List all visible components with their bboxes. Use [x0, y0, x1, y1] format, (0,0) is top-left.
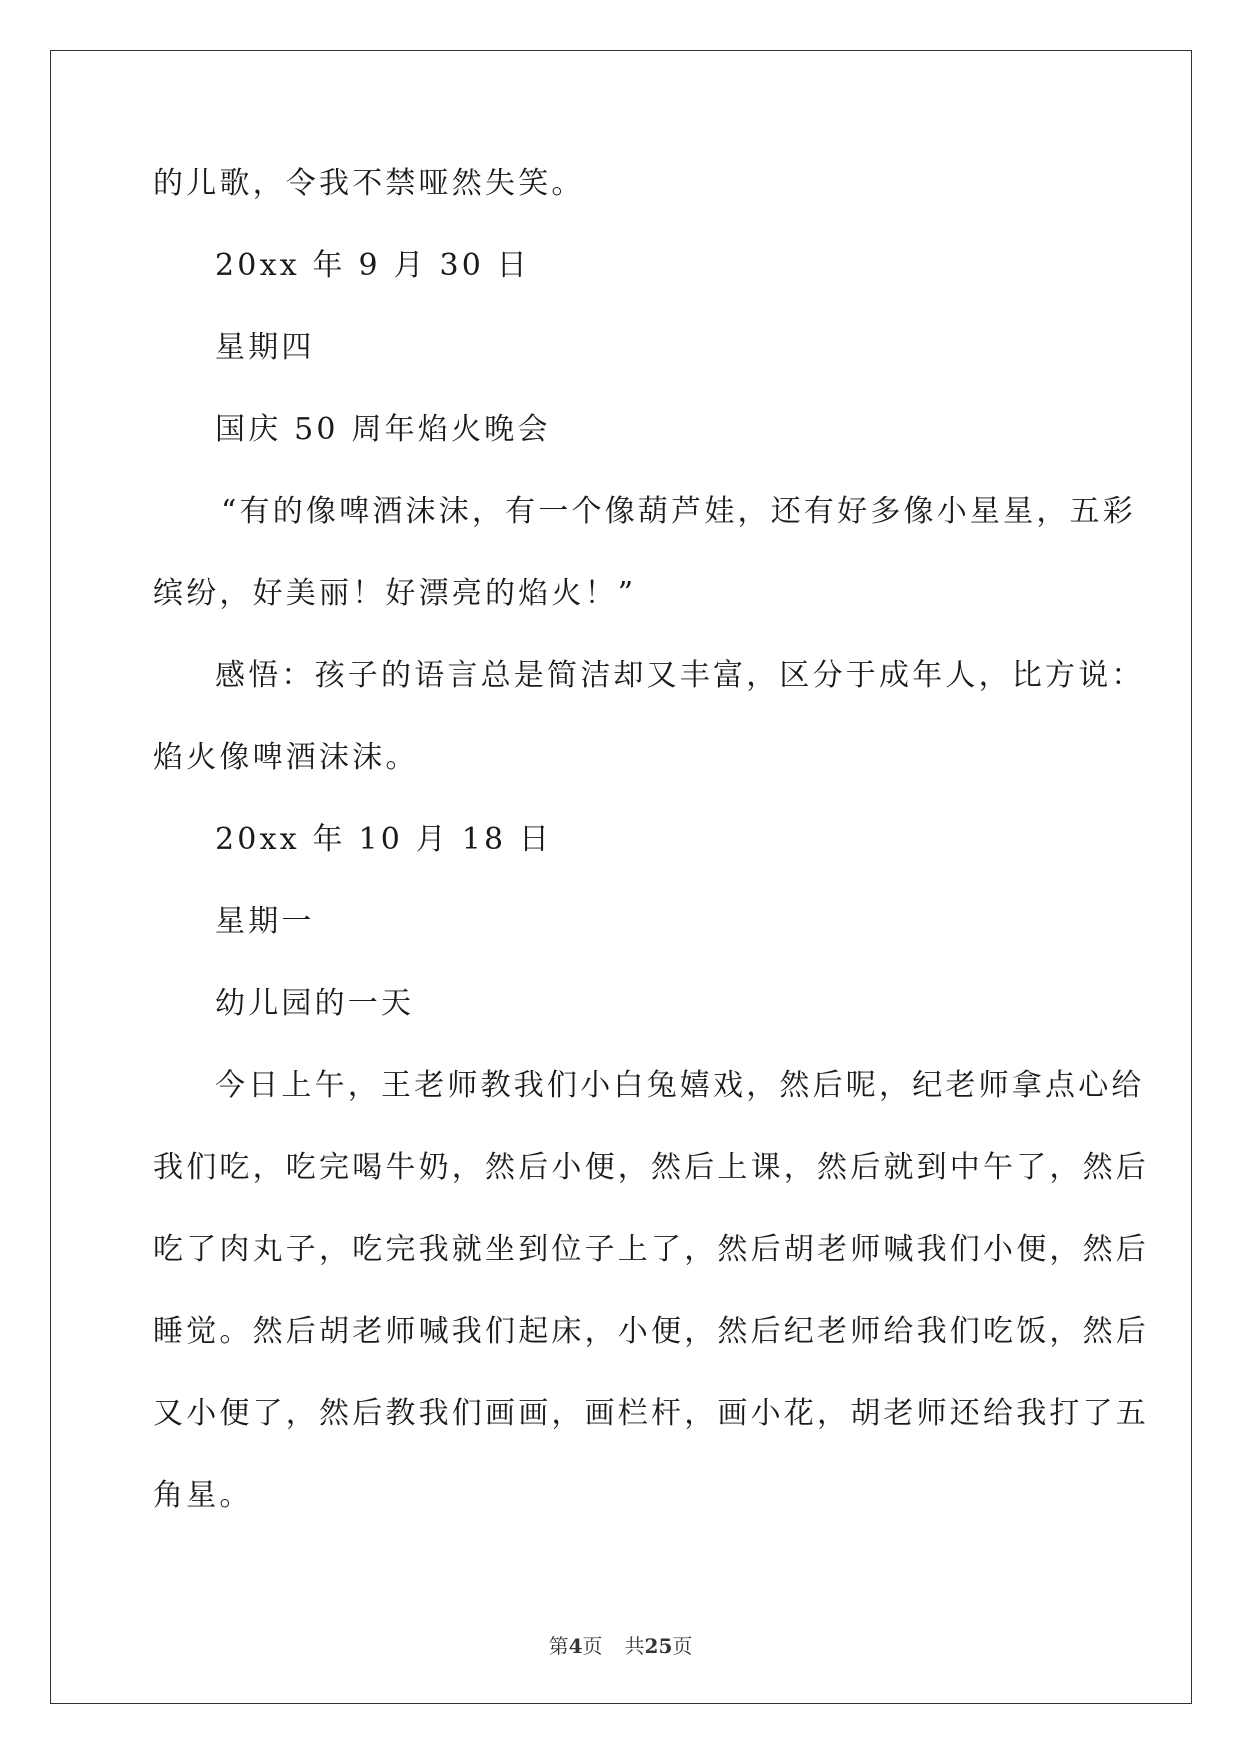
entry-title: 幼儿园的一天 [215, 986, 415, 1021]
page-prefix: 第 [548, 1634, 569, 1658]
paragraph-line: 的儿歌，令我不禁哑然失笑。 [153, 166, 585, 201]
date-line: 20xx 年 10 月 18 日 [215, 822, 553, 857]
page-total: 25 [644, 1634, 673, 1658]
total-prefix: 共 [624, 1634, 645, 1658]
page-footer [0, 1630, 1241, 1659]
paragraph-line: 角星。 [153, 1478, 253, 1513]
weekday-line: 星期四 [215, 330, 315, 365]
page-suffix: 页 [582, 1634, 603, 1658]
paragraph-line: 今日上午，王老师教我们小白兔嬉戏，然后呢，纪老师拿点心给 [215, 1068, 1145, 1103]
paragraph-line: 缤纷，好美丽！好漂亮的焰火！” [153, 576, 637, 611]
paragraph-line: 我们吃，吃完喝牛奶，然后小便，然后上课，然后就到中午了，然后 [153, 1150, 1149, 1185]
weekday-line: 星期一 [215, 904, 315, 939]
total-suffix: 页 [672, 1634, 693, 1658]
paragraph-line: 焰火像啤酒沫沫。 [153, 740, 419, 775]
paragraph-line: 吃了肉丸子，吃完我就坐到位子上了，然后胡老师喊我们小便，然后 [153, 1232, 1149, 1267]
paragraph-line: 感悟：孩子的语言总是简洁却又丰富，区分于成年人，比方说： [215, 658, 1145, 693]
date-line: 20xx 年 9 月 30 日 [215, 248, 530, 283]
paragraph-line: 睡觉。然后胡老师喊我们起床，小便，然后纪老师给我们吃饭，然后 [153, 1314, 1149, 1349]
entry-title: 国庆 50 周年焰火晚会 [215, 412, 551, 447]
document-body [153, 161, 1149, 1555]
paragraph-line: “有的像啤酒沫沫，有一个像葫芦娃，还有好多像小星星，五彩 [221, 494, 1136, 529]
page-number: 4 [568, 1634, 583, 1658]
paragraph-line: 又小便了，然后教我们画画，画栏杆，画小花，胡老师还给我打了五 [153, 1396, 1149, 1431]
